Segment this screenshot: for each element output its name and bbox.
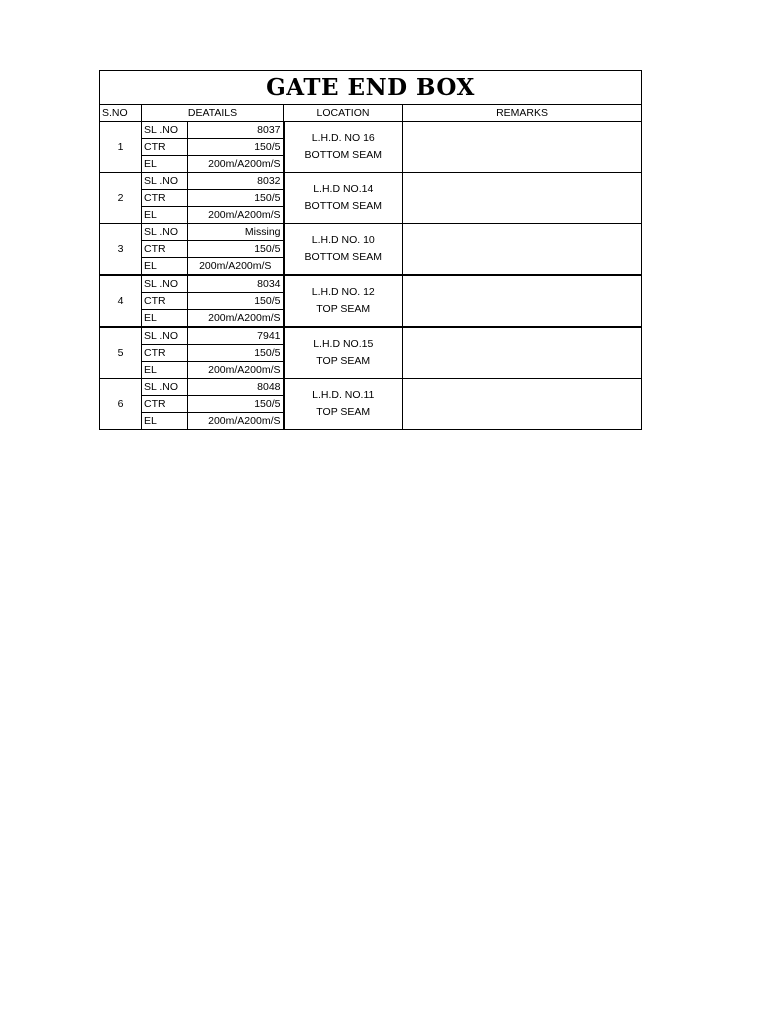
location-line: BOTTOM SEAM: [304, 200, 382, 212]
cell-detail-label: CTR: [142, 190, 188, 207]
cell-detail-label: SL .NO: [142, 173, 188, 190]
cell-sno: 4: [100, 275, 142, 327]
cell-detail-label: EL: [142, 413, 188, 430]
cell-detail-value: 150/5: [188, 345, 284, 362]
cell-detail-value: 150/5: [188, 396, 284, 413]
header-location: LOCATION: [284, 105, 403, 122]
cell-detail-value: 150/5: [188, 241, 284, 258]
cell-sno: 1: [100, 122, 142, 173]
location-line: BOTTOM SEAM: [304, 251, 382, 263]
cell-detail-label: SL .NO: [142, 379, 188, 396]
cell-remarks: [403, 173, 642, 224]
cell-sno: 2: [100, 173, 142, 224]
cell-location: [284, 173, 403, 224]
location-line: L.H.D NO. 12: [311, 286, 375, 298]
cell-detail-label: EL: [142, 156, 188, 173]
cell-detail-value: 200m/A200m/S: [188, 207, 284, 224]
cell-detail-value: 8048: [188, 379, 284, 396]
location-line: BOTTOM SEAM: [304, 149, 382, 161]
table-row: [100, 327, 642, 345]
cell-location: [284, 379, 403, 430]
cell-remarks: [403, 379, 642, 430]
location-line: TOP SEAM: [316, 355, 371, 367]
cell-detail-label: EL: [142, 207, 188, 224]
location-line: L.H.D NO.14: [313, 183, 374, 195]
cell-remarks: [403, 327, 642, 379]
cell-location: [284, 122, 403, 173]
cell-remarks: [403, 224, 642, 276]
cell-detail-label: SL .NO: [142, 275, 188, 293]
cell-detail-label: SL .NO: [142, 224, 188, 241]
cell-remarks: [403, 275, 642, 327]
cell-detail-value: 7941: [188, 327, 284, 345]
cell-detail-value: 150/5: [188, 139, 284, 156]
cell-detail-label: EL: [142, 362, 188, 379]
header-details: DEATAILS: [142, 105, 284, 122]
cell-detail-value: 200m/A200m/S: [188, 258, 284, 276]
cell-detail-label: CTR: [142, 139, 188, 156]
cell-detail-value: 200m/A200m/S: [188, 362, 284, 379]
gate-end-box-table: [99, 70, 642, 430]
cell-sno: 5: [100, 327, 142, 379]
cell-detail-label: SL .NO: [142, 122, 188, 139]
cell-remarks: [403, 122, 642, 173]
table-body: [100, 122, 642, 430]
cell-location: [284, 327, 403, 379]
table-row: [100, 173, 642, 190]
cell-detail-label: CTR: [142, 241, 188, 258]
location-line: TOP SEAM: [316, 406, 371, 418]
location-line: L.H.D. NO 16: [311, 132, 375, 144]
location-line: TOP SEAM: [316, 303, 371, 315]
header-sno: S.NO: [100, 105, 142, 122]
cell-detail-value: Missing: [188, 224, 284, 241]
table-title: GATE END BOX: [100, 71, 642, 105]
table-row: [100, 224, 642, 241]
header-remarks: REMARKS: [403, 105, 642, 122]
cell-detail-label: CTR: [142, 293, 188, 310]
table-row: [100, 379, 642, 396]
cell-detail-value: 8032: [188, 173, 284, 190]
location-line: L.H.D NO. 10: [311, 234, 375, 246]
table-row: [100, 122, 642, 139]
cell-detail-value: 200m/A200m/S: [188, 156, 284, 173]
cell-location: [284, 275, 403, 327]
cell-detail-value: 200m/A200m/S: [188, 413, 284, 430]
location-line: L.H.D NO.15: [313, 338, 374, 350]
cell-location: [284, 224, 403, 276]
cell-sno: 6: [100, 379, 142, 430]
cell-detail-label: SL .NO: [142, 327, 188, 345]
cell-detail-label: CTR: [142, 345, 188, 362]
cell-detail-value: 150/5: [188, 293, 284, 310]
cell-detail-label: CTR: [142, 396, 188, 413]
cell-sno: 3: [100, 224, 142, 276]
cell-detail-label: EL: [142, 310, 188, 328]
table-row: [100, 275, 642, 293]
cell-detail-value: 200m/A200m/S: [188, 310, 284, 328]
cell-detail-value: 8037: [188, 122, 284, 139]
cell-detail-value: 150/5: [188, 190, 284, 207]
cell-detail-value: 8034: [188, 275, 284, 293]
location-line: L.H.D. NO.11: [312, 389, 375, 401]
cell-detail-label: EL: [142, 258, 188, 276]
